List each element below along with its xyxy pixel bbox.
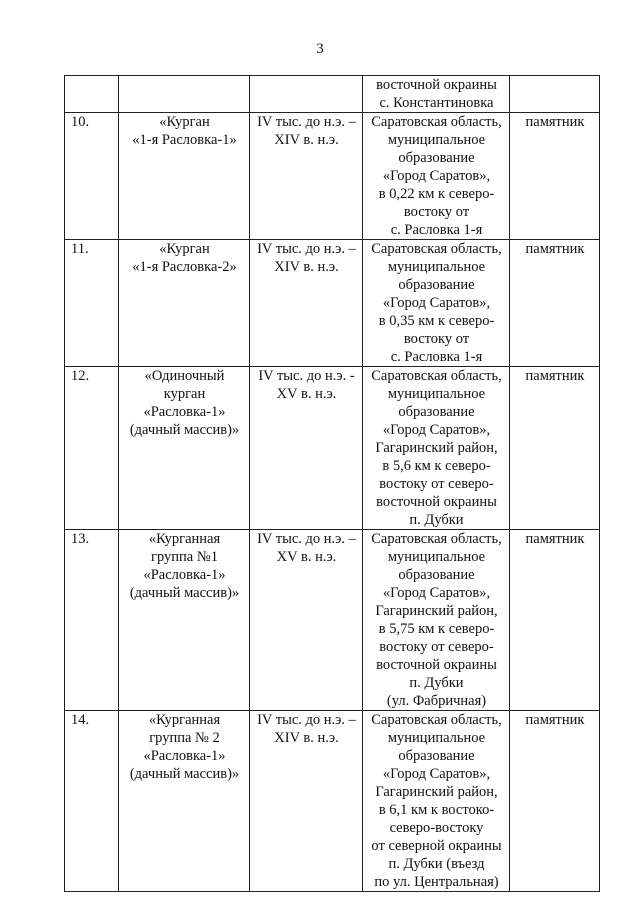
object-name-cell: «Курган «1-я Расловка-1» <box>119 113 250 240</box>
category-cell: памятник <box>510 367 600 530</box>
table-row <box>65 530 600 711</box>
location-cell: Саратовская область, муниципальное образование «Город Саратов», в 0,35 км к северо- востоку от с. Расловка 1-я <box>363 240 510 367</box>
location-cell: восточной окраины с. Константиновка <box>363 76 510 113</box>
row-number-cell: 11. <box>65 240 119 367</box>
object-name-cell: «Курганная группа №1 «Расловка-1» (дачный массив)» <box>119 530 250 711</box>
object-name-cell <box>119 76 250 113</box>
object-name-cell: «Курган «1-я Расловка-2» <box>119 240 250 367</box>
dating-cell: IV тыс. до н.э. - XV в. н.э. <box>250 367 363 530</box>
category-cell: памятник <box>510 711 600 892</box>
dating-cell <box>250 76 363 113</box>
dating-cell: IV тыс. до н.э. – XV в. н.э. <box>250 530 363 711</box>
object-name-cell: «Курганная группа № 2 «Расловка-1» (дачный массив)» <box>119 711 250 892</box>
row-number-cell <box>65 76 119 113</box>
category-cell: памятник <box>510 530 600 711</box>
table-row <box>65 240 600 367</box>
row-number-cell: 14. <box>65 711 119 892</box>
location-cell: Саратовская область, муниципальное образование «Город Саратов», Гагаринский район, в 5,75 км к северо- востоку от северо- восточной окраины п. Дубки (ул. Фабричная) <box>363 530 510 711</box>
dating-cell: IV тыс. до н.э. – XIV в. н.э. <box>250 240 363 367</box>
location-cell: Саратовская область, муниципальное образование «Город Саратов», Гагаринский район, в 6,1 км к востоко- северо-востоку от северной окраины п. Дубки (въезд по ул. Центральная) <box>363 711 510 892</box>
monuments-table <box>64 75 600 892</box>
category-cell: памятник <box>510 113 600 240</box>
dating-cell: IV тыс. до н.э. – XIV в. н.э. <box>250 711 363 892</box>
table-row <box>65 367 600 530</box>
dating-cell: IV тыс. до н.э. – XIV в. н.э. <box>250 113 363 240</box>
row-number-cell: 10. <box>65 113 119 240</box>
location-cell: Саратовская область, муниципальное образование «Город Саратов», в 0,22 км к северо- востоку от с. Расловка 1-я <box>363 113 510 240</box>
category-cell: памятник <box>510 240 600 367</box>
table-row <box>65 711 600 892</box>
object-name-cell: «Одиночный курган «Расловка-1» (дачный массив)» <box>119 367 250 530</box>
table-row <box>65 113 600 240</box>
row-number-cell: 12. <box>65 367 119 530</box>
table-row <box>65 76 600 113</box>
location-cell: Саратовская область, муниципальное образование «Город Саратов», Гагаринский район, в 5,6 км к северо- востоку от северо- восточной окраины п. Дубки <box>363 367 510 530</box>
page-number: 3 <box>316 41 324 57</box>
category-cell <box>510 76 600 113</box>
row-number-cell: 13. <box>65 530 119 711</box>
